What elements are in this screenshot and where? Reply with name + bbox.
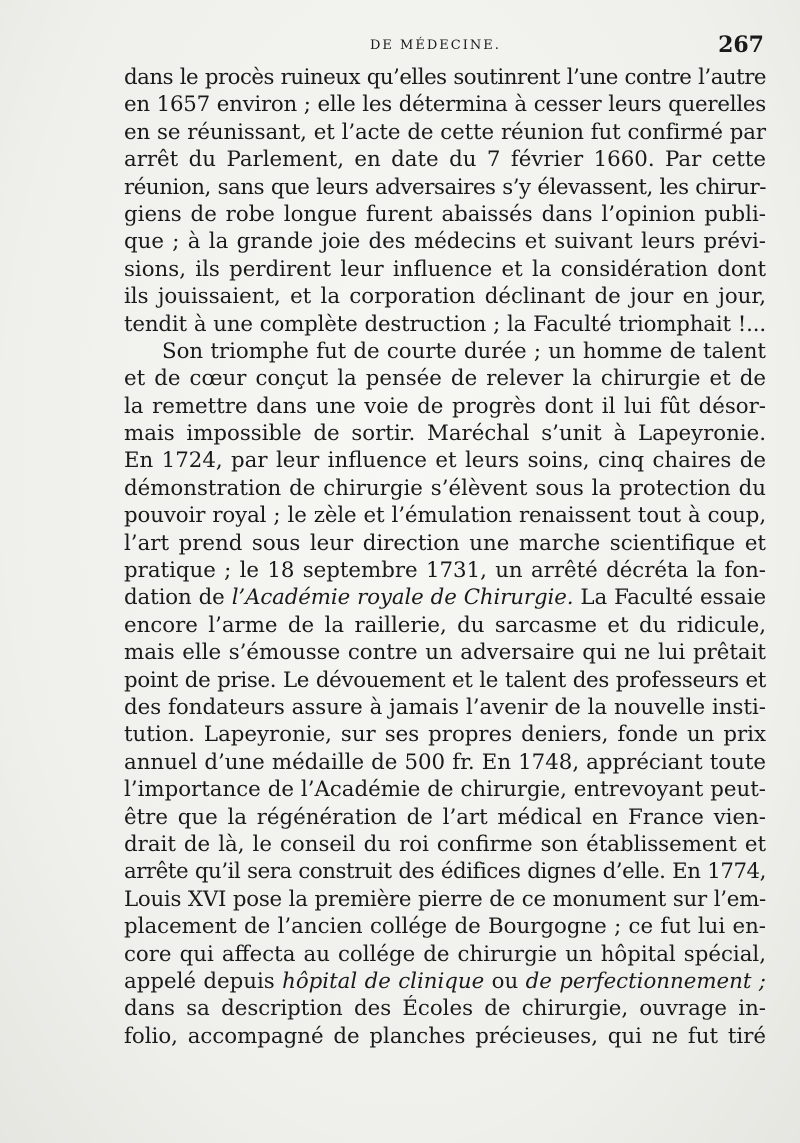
text-line: [124, 201, 766, 228]
italic-text: de perfectionnement ;: [525, 968, 766, 994]
running-head: DE MÉDECINE.: [370, 38, 501, 53]
text-line: [124, 475, 766, 502]
line-text: mais elle s’émousse contre un adversaire qui ne lui prêtait: [124, 640, 766, 666]
line-text: core qui affecta au collége de chirurgie un hôpital spécial,: [124, 941, 766, 967]
text-line: [124, 995, 766, 1022]
line-text: tution. Lapeyronie, sur ses propres deniers, fonde un prix: [124, 722, 766, 748]
line-text: Son triomphe fut de courte durée ; un homme de talent: [162, 338, 766, 364]
line-text: point de prise. Le dévouement et le talent des professeurs et: [124, 667, 766, 693]
line-text: dation de: [124, 585, 232, 611]
line-text: En 1724, par leur influence et leurs soins, cinq chaires de: [124, 448, 766, 474]
line-text: mais impossible de sortir. Maréchal s’unit à Lapeyronie.: [124, 421, 766, 447]
line-text: démonstration de chirurgie s’élèvent sous la protection du: [124, 475, 766, 501]
italic-text: hôpital de clinique: [282, 968, 485, 994]
text-line: [124, 64, 766, 91]
text-line: [124, 502, 766, 529]
line-text: des fondateurs assure à jamais l’avenir de la nouvelle insti-: [124, 694, 766, 720]
line-text: être que la régénération de l’art médical en France vien-: [124, 804, 766, 830]
text-line: [124, 311, 766, 338]
line-text: l’art prend sous leur direction une marche scientifique et: [124, 530, 766, 556]
body-text: [124, 64, 766, 1050]
text-line: [124, 584, 766, 611]
text-line: [124, 1023, 766, 1050]
text-line: [124, 831, 766, 858]
text-line: [124, 886, 766, 913]
text-line: [124, 174, 766, 201]
text-line: [124, 393, 766, 420]
text-line: [124, 557, 766, 584]
text-line: [124, 119, 766, 146]
text-line: [124, 749, 766, 776]
italic-text: l’Académie royale de Chirurgie.: [231, 585, 574, 611]
line-text: que ; à la grande joie des médecins et suivant leurs prévi-: [124, 229, 766, 255]
text-line: [124, 941, 766, 968]
text-line: [124, 338, 766, 365]
text-line: [124, 639, 766, 666]
text-line: [124, 721, 766, 748]
line-text: encore l’arme de la raillerie, du sarcasme et du ridicule,: [124, 612, 766, 638]
text-line: [124, 283, 766, 310]
text-line: [124, 694, 766, 721]
text-line: [124, 612, 766, 639]
text-line: [124, 776, 766, 803]
text-line: [124, 256, 766, 283]
text-line: [124, 858, 766, 885]
line-text: en 1657 environ ; elle les détermina à cesser leurs querelles: [124, 92, 766, 118]
text-line: [124, 530, 766, 557]
line-text: sions, ils perdirent leur influence et la considération dont: [124, 256, 766, 282]
text-line: [124, 968, 766, 995]
line-text: arrête qu’il sera construit des édifices dignes d’elle. En 1774,: [124, 859, 766, 885]
text-line: [124, 228, 766, 255]
line-text: Louis XVI pose la première pierre de ce monument sur l’em-: [124, 886, 766, 912]
text-line: [124, 365, 766, 392]
line-text: tendit à une complète destruction ; la Faculté triomphait !...: [124, 311, 766, 337]
line-text: pratique ; le 18 septembre 1731, un arrêté décréta la fon-: [124, 558, 766, 584]
line-text: pouvoir royal ; le zèle et l’émulation renaissent tout à coup,: [124, 503, 766, 529]
line-text: dans le procès ruineux qu’elles soutinrent l’une contre l’autre: [124, 65, 766, 90]
line-text: appelé depuis: [124, 968, 283, 994]
line-text: dans sa description des Écoles de chirurgie, ouvrage in-: [124, 996, 766, 1022]
text-line: [124, 146, 766, 173]
line-text: ils jouissaient, et la corporation déclinant de jour en jour,: [124, 284, 766, 310]
line-text: giens de robe longue furent abaissés dans l’opinion publi-: [124, 201, 766, 227]
line-text: La Faculté essaie: [573, 585, 766, 611]
line-text: folio, accompagné de planches précieuses, qui ne fut tiré: [124, 1023, 766, 1049]
text-line: [124, 447, 766, 474]
page-header: [128, 32, 764, 60]
text-line: [124, 913, 766, 940]
line-text: ou: [484, 968, 526, 994]
page-number: 267: [718, 32, 764, 58]
text-line: [124, 91, 766, 118]
line-text: réunion, sans que leurs adversaires s’y élevassent, les chirur-: [124, 174, 766, 200]
line-text: annuel d’une médaille de 500 fr. En 1748, appréciant toute: [124, 749, 766, 775]
line-text: l’importance de l’Académie de chirurgie, entrevoyant peut-: [124, 777, 766, 803]
line-text: en se réunissant, et l’acte de cette réunion fut confirmé par: [124, 119, 766, 145]
line-text: drait de là, le conseil du roi confirme son établissement et: [124, 831, 766, 857]
text-line: [124, 804, 766, 831]
text-line: [124, 420, 766, 447]
line-text: et de cœur conçut la pensée de relever la chirurgie et de: [124, 366, 766, 392]
text-line: [124, 667, 766, 694]
line-text: la remettre dans une voie de progrès dont il lui fût désor-: [124, 393, 766, 419]
line-text: arrêt du Parlement, en date du 7 février 1660. Par cette: [124, 147, 766, 173]
line-text: placement de l’ancien collége de Bourgogne ; ce fut lui en-: [124, 914, 766, 940]
